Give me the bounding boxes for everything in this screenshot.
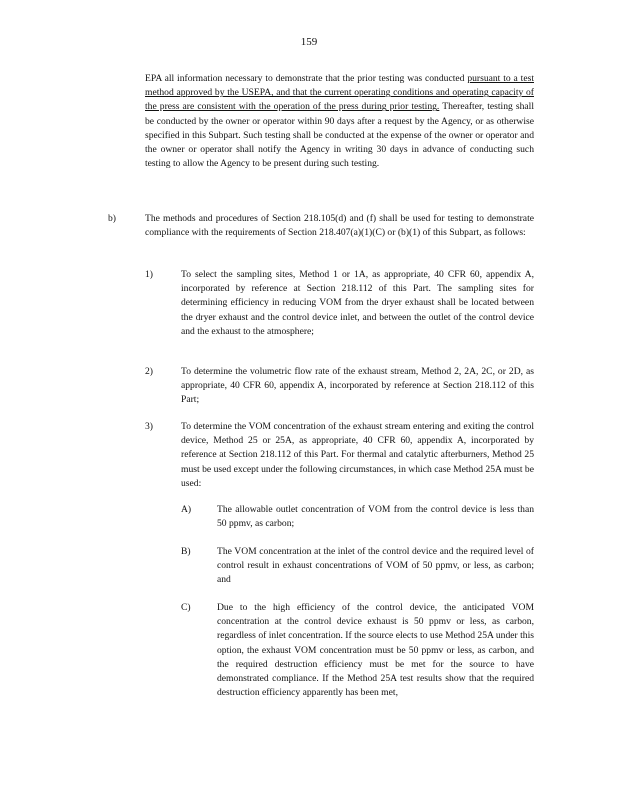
item-2-text: To determine the volumetric flow rate of the exhaust stream, Method 2, 2A, 2C, or 2D, as appropriate, 40 CFR 60, appendix A, incorporated by reference at Section 218.112 of this Part; xyxy=(181,366,534,406)
section-b-label: b) xyxy=(108,213,116,224)
item-1-label: 1) xyxy=(145,269,153,280)
item-3-label: 3) xyxy=(145,421,153,432)
item-1-text: To select the sampling sites, Method 1 or 1A, as appropriate, 40 CFR 60, appendix A, incorporated by reference at Section 218.112 of this Part. The sampling sites for determining efficiency in reducing VOM from the dryer exhaust shall be located between the dryer exhaust and the control device inlet, and between the outlet of the control device and the exhaust to the atmosphere; xyxy=(181,269,534,337)
subitem-a-label: A) xyxy=(181,504,192,515)
item-2-label: 2) xyxy=(145,366,153,377)
item-3-text: To determine the VOM concentration of the exhaust stream entering and exiting the control device, Method 25 or 25A, as appropriate, 40 CFR 60, appendix A, incorporated by reference at Section 218.112 of this Part. For thermal and catalytic afterburners, Method 25 must be used except under the following circumstances, in which case Method 25A must be used: xyxy=(181,421,534,489)
subitem-b-text: The VOM concentration at the inlet of the control device and the required level of control result in exhaust concentrations of VOM of 50 ppmv, or less, as carbon; and xyxy=(217,546,534,586)
subitem-c-label: C) xyxy=(181,602,191,613)
intro-paragraph xyxy=(145,72,534,171)
intro-rest: Thereafter, testing shall be conducted by the owner or operator within 90 days after a request by the Agency, or as otherwise specified in this Subpart. Such testing shall be conducted at the expense of the owner or operator and the owner or operator shall notify the Agency in writing 30 days in advance of conducting such testing to allow the Agency to be present during such testing. xyxy=(145,101,534,170)
subitem-c-text: Due to the high efficiency of the control device, the anticipated VOM concentration at the control device exhaust is 50 ppmv or less, as carbon, regardless of inlet concentration. If the source elects to use Method 25A under this option, the exhaust VOM concentration must be 50 ppmv or less, as carbon, and the required destruction efficiency must be met for the source to have demonstrated compliance. If the Method 25A test results show that the required destruction efficiency apparently has been met, xyxy=(217,602,534,699)
subitem-b-label: B) xyxy=(181,546,191,557)
page-number: 159 xyxy=(300,36,318,48)
intro-lead: EPA all information necessary to demonstrate that the prior testing was conducted xyxy=(145,73,465,84)
section-b-text: The methods and procedures of Section 218.105(d) and (f) shall be used for testing to demonstrate compliance with the requirements of Section 218.407(a)(1)(C) or (b)(1) of this Subpart, as follows: xyxy=(145,213,534,239)
subitem-a-text: The allowable outlet concentration of VOM from the control device is less than 50 ppmv, as carbon; xyxy=(217,504,534,530)
intro-underlined: pursuant to a test method approved by the USEPA, and that the current operating conditions and operating capacity of the press are consistent with the operation of the press during prior testing. xyxy=(145,73,534,113)
